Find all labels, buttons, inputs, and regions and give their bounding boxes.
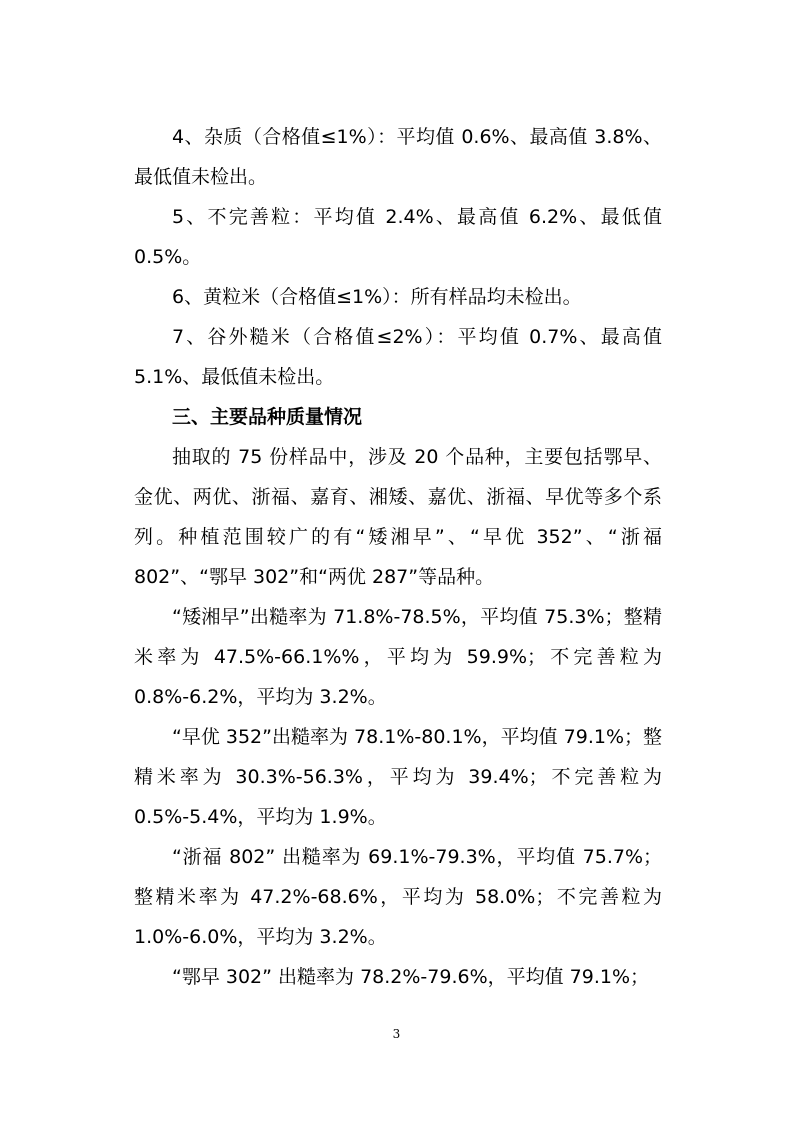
paragraph-variety-zhefu802: “浙福 802” 出糙率为 69.1%-79.3%，平均值 75.7%；整精米率为 47.2%-68.6%，平均为 58.0%；不完善粒为 1.0%-6.0%，平均为 3.2%。 — [134, 846, 662, 948]
paragraph-imperfect-grain: 5、不完善粒：平均值 2.4%、最高值 6.2%、最低值 0.5%。 — [134, 206, 662, 268]
paragraph-variety-aixiangzao: “矮湘早”出糙率为 71.8%-78.5%，平均值 75.3%；整精米率为 47.5%-66.1%%，平均为 59.9%；不完善粒为 0.8%-6.2%，平均为 3.2%。 — [134, 606, 662, 708]
page-body — [134, 117, 662, 997]
section-heading: 三、主要品种质量情况 — [172, 406, 363, 428]
paragraph-varieties-overview: 抽取的 75 份样品中，涉及 20 个品种，主要包括鄂早、金优、两优、浙福、嘉育、湘矮、嘉优、浙福、早优等多个系列。种植范围较广的有“矮湘早”、“早优 352”、“浙福 802”、“鄂早 302”和“两优 287”等品种。 — [134, 446, 662, 588]
paragraph-impurity: 4、杂质（合格值≤1%）：平均值 0.6%、最高值 3.8%、最低值未检出。 — [134, 126, 662, 188]
paragraph-variety-zaoyou352: “早优 352”出糙率为 78.1%-80.1%，平均值 79.1%；整精米率为 30.3%-56.3%，平均为 39.4%；不完善粒为 0.5%-5.4%，平均为 1.9%。 — [134, 726, 663, 828]
page-number: 3 — [392, 1027, 401, 1041]
paragraph-yellow-rice: 6、黄粒米（合格值≤1%）：所有样品均未检出。 — [172, 286, 582, 308]
paragraph-variety-ezao302: “鄂早 302” 出糙率为 78.2%-79.6%，平均值 79.1%； — [172, 966, 650, 988]
paragraph-paddy-in-rice: 7、谷外糙米（合格值≤2%）：平均值 0.7%、最高值 5.1%、最低值未检出。 — [134, 326, 662, 388]
